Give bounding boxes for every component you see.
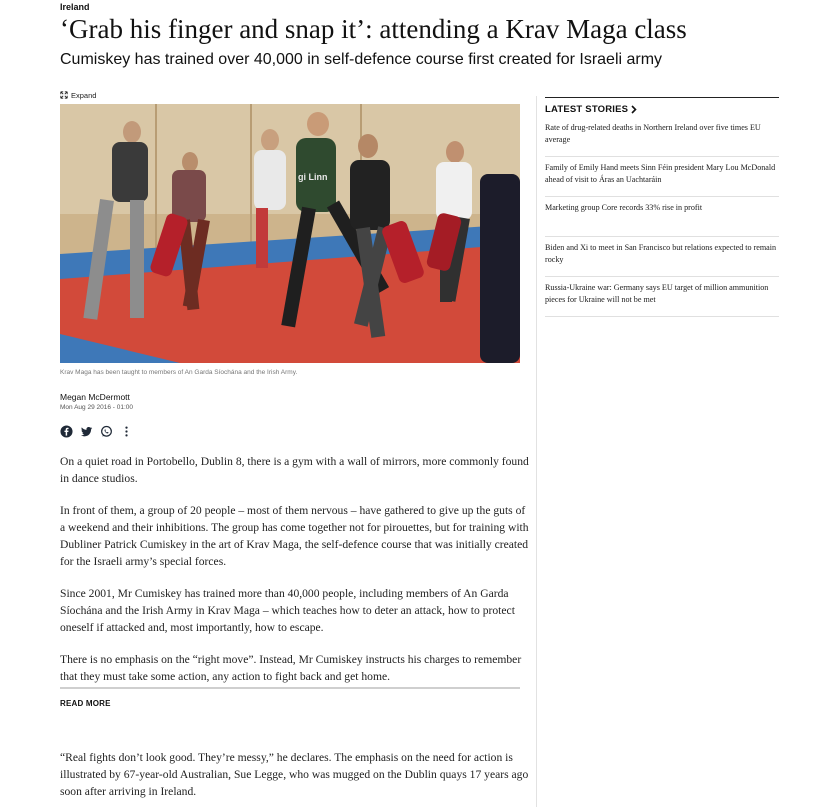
article-paragraph: In front of them, a group of 20 people – most of them nervous – have gathered to give up the guts of a weekend and their inhibitions. The group has come together not for pirouettes, but for training with Dubliner Patrick Cumiskey in the art of Krav Maga, the self-defence course that was initially created for the Israeli army’s special forces.	[60, 504, 529, 568]
article-body-continued	[60, 749, 530, 800]
latest-story-link[interactable]: Biden and Xi to meet in San Francisco but relations expected to remain rocky	[545, 237, 779, 277]
read-more-divider	[60, 687, 520, 689]
expand-image-button[interactable]	[60, 90, 96, 100]
latest-story-link[interactable]: Russia-Ukraine war: Germany says EU target of million ammunition pieces for Ukraine will not be met	[545, 277, 779, 317]
chevron-right-icon	[631, 105, 637, 114]
more-options-icon[interactable]	[120, 425, 133, 438]
author-name[interactable]: Megan McDermott	[60, 392, 130, 402]
article-paragraph: “Real fights don’t look good. They’re messy,” he declares. The emphasis on the need for action is illustrated by 67-year-old Australian, Sue Legge, who was mugged on the Dublin quays 17 years ago soon after arriving in Ireland.	[60, 751, 529, 798]
column-divider	[536, 96, 537, 807]
publish-date: Mon Aug 29 2016 - 01:00	[60, 404, 134, 411]
latest-story-link[interactable]: Family of Emily Hand meets Sinn Féin president Mary Lou McDonald ahead of visit to Áras an Uachtaráin	[545, 157, 779, 197]
read-more-label: READ MORE	[60, 699, 111, 708]
image-caption: Krav Maga has been taught to members of An Garda Síochána and the Irish Army.	[60, 369, 298, 376]
svg-text:gi Linn: gi Linn	[298, 172, 328, 182]
facebook-icon[interactable]	[60, 425, 73, 438]
headline: ‘Grab his finger and snap it’: attending a Krav Maga class	[60, 14, 687, 44]
article-paragraph: On a quiet road in Portobello, Dublin 8, there is a gym with a wall of mirrors, more commonly found in dance studios.	[60, 455, 529, 485]
latest-story-link[interactable]: Marketing group Core records 33% rise in profit	[545, 197, 779, 237]
latest-stories-title: LATEST STORIES	[545, 104, 629, 115]
latest-stories-heading[interactable]	[545, 104, 779, 115]
subheadline: Cumiskey has trained over 40,000 in self-defence course first created for Israeli army	[60, 51, 663, 68]
share-bar	[60, 425, 133, 438]
section-label[interactable]: Ireland	[60, 2, 90, 12]
expand-label: Expand	[71, 90, 97, 100]
latest-stories-panel	[545, 97, 779, 317]
latest-story-link[interactable]: Rate of drug-related deaths in Northern Ireland over five times EU average	[545, 117, 779, 157]
expand-icon	[60, 91, 68, 99]
article-photo[interactable]	[60, 104, 520, 363]
latest-stories-list	[545, 117, 779, 317]
article-paragraph: There is no emphasis on the “right move”. Instead, Mr Cumiskey instructs his charges to remember that they must take some action, any action to fight back and get home.	[60, 653, 522, 683]
twitter-icon[interactable]	[80, 425, 93, 438]
article-body	[60, 453, 530, 700]
article-paragraph: Since 2001, Mr Cumiskey has trained more than 40,000 people, including members of An Garda Síochána and the Irish Army in Krav Maga – which teaches how to deter an attack, how to protect oneself if attacked and, most importantly, how to escape.	[60, 587, 515, 634]
whatsapp-icon[interactable]	[100, 425, 113, 438]
